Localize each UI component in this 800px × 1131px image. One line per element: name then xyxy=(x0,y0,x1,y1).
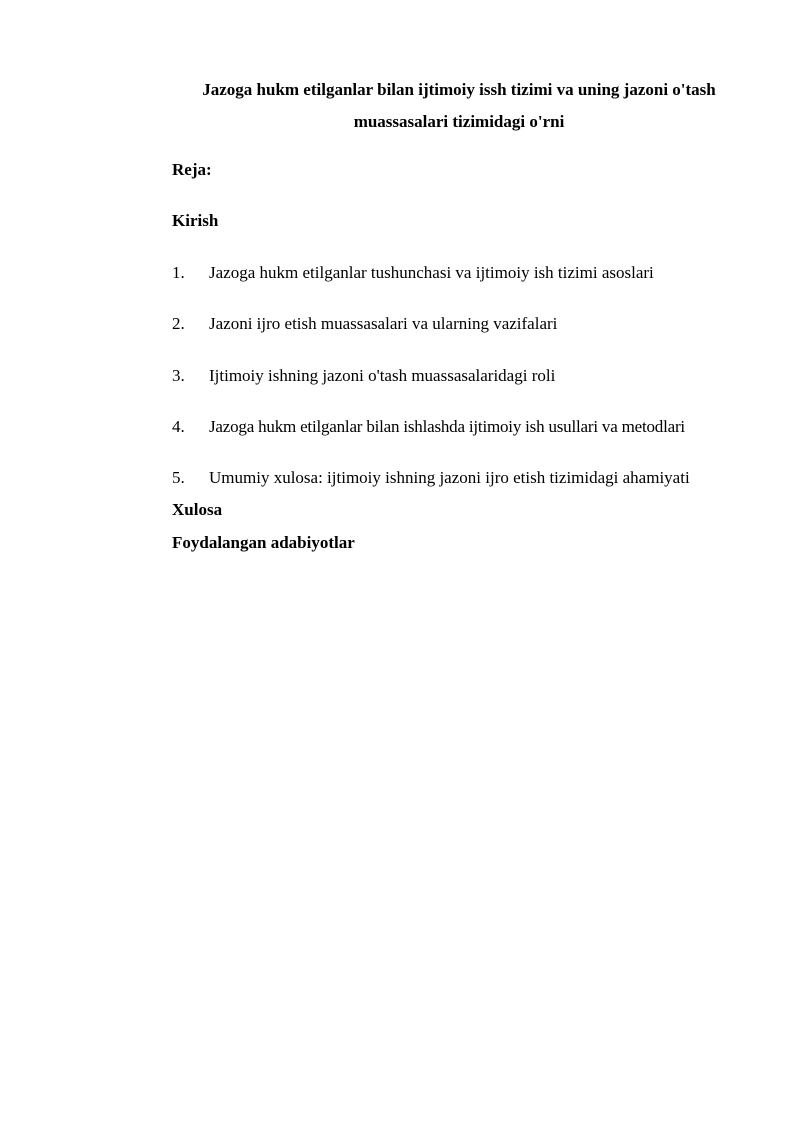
plan-item xyxy=(172,314,557,334)
document-title xyxy=(172,74,746,138)
plan-item xyxy=(172,417,685,437)
intro-heading: Kirish xyxy=(172,211,219,230)
plan-item-text: Jazoga hukm etilganlar tushunchasi va ijtimoiy ish tizimi asoslari xyxy=(209,263,654,282)
plan-item xyxy=(172,263,654,283)
plan-item-text: Umumiy xulosa: ijtimoiy ishning jazoni ijro etish tizimidagi ahamiyati xyxy=(209,468,690,487)
conclusion-heading: Xulosa xyxy=(172,500,223,519)
plan-item-text: Ijtimoiy ishning jazoni o'tash muassasalaridagi roli xyxy=(209,366,556,385)
plan-item xyxy=(172,366,555,386)
references-heading: Foydalangan adabiyotlar xyxy=(172,533,355,552)
plan-item-number: 2. xyxy=(172,314,185,333)
plan-heading: Reja: xyxy=(172,160,212,179)
plan-item xyxy=(172,468,690,488)
plan-item-number: 1. xyxy=(172,263,185,282)
plan-item-text: Jazoga hukm etilganlar bilan ishlashda ijtimoiy ish usullari va metodlari xyxy=(209,417,685,436)
plan-item-number: 3. xyxy=(172,366,185,385)
plan-item-text: Jazoni ijro etish muassasalari va ularning vazifalari xyxy=(209,314,558,333)
title-line-2: muassasalari tizimidagi o'rni xyxy=(353,112,565,131)
plan-item-number: 4. xyxy=(172,417,185,436)
title-line-1: Jazoga hukm etilganlar bilan ijtimoiy issh tizimi va uning jazoni o'tash xyxy=(202,80,716,99)
plan-item-number: 5. xyxy=(172,468,185,487)
